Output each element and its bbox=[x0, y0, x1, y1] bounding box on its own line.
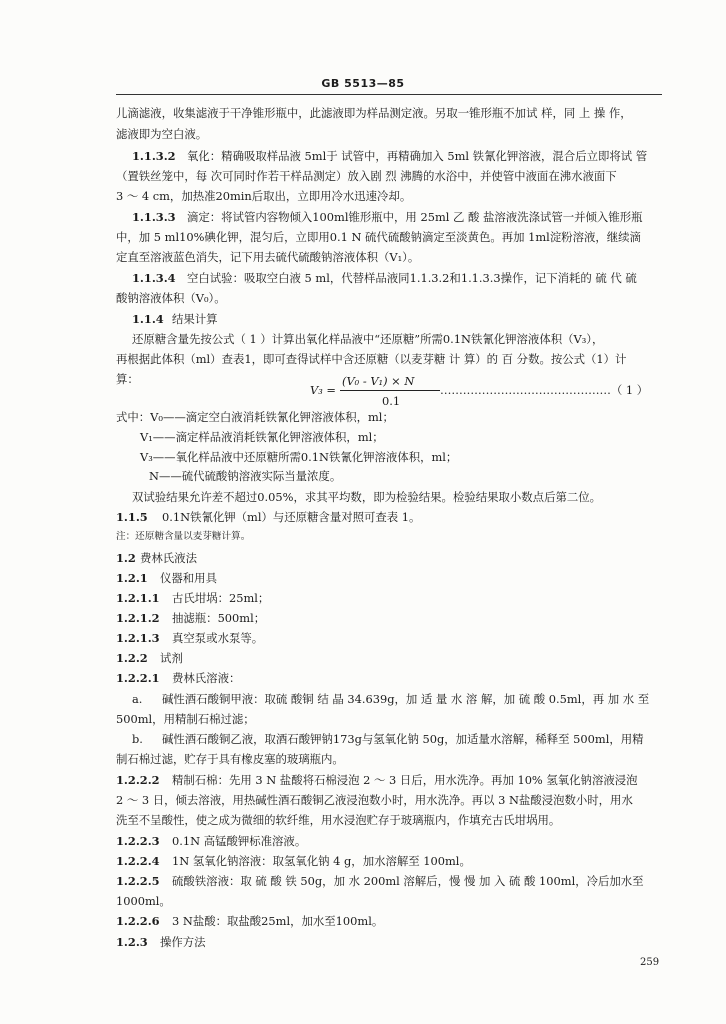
fraction-bar bbox=[340, 390, 440, 391]
section-heading: 操作方法 bbox=[160, 935, 206, 949]
text-line: 算： bbox=[116, 372, 139, 386]
text-line: （置铁丝笼中，每 次可同时作若干样品测定）放入剧 烈 沸腾的水浴中，并使管中液面在沸水液面下 bbox=[116, 169, 617, 183]
equation-denominator: 0.1 bbox=[382, 394, 401, 408]
section-number: 1.2.2 bbox=[116, 651, 148, 665]
section-number: 1.2.1.3 bbox=[116, 631, 160, 645]
text-line: 1N 氢氧化钠溶液：取氢氧化钠 4 g，加水溶解至 100ml。 bbox=[172, 854, 471, 868]
page-number: 259 bbox=[640, 957, 660, 968]
text-line: 还原糖含量先按公式（ 1 ）计算出氧化样品液中“还原糖”所需0.1N铁氰化钾溶液体积（V₃）， bbox=[132, 332, 604, 346]
where-line: V₃——氧化样品液中还原糖所需0.1N铁氰化钾溶液体积，ml； bbox=[140, 450, 458, 464]
section-number: 1.2.1.2 bbox=[116, 611, 160, 625]
text-line: 1000ml。 bbox=[116, 894, 171, 908]
text-line: 抽滤瓶：500ml； bbox=[172, 611, 266, 625]
section-number: 1.2.2.1 bbox=[116, 671, 160, 685]
where-line: 式中：V₀——滴定空白液消耗铁氰化钾溶液体积，ml； bbox=[116, 410, 394, 424]
section-number: 1.2.2.2 bbox=[116, 773, 160, 787]
section-number: 1.1.4 bbox=[132, 312, 164, 326]
section-number: 1.2.1.1 bbox=[116, 591, 160, 605]
text-line: 费林氏溶液： bbox=[172, 671, 241, 685]
text-line: 制石棉过滤，贮存于具有橡皮塞的玻璃瓶内。 bbox=[116, 752, 344, 766]
text-line: 3 N盐酸：取盐酸25ml，加水至100ml。 bbox=[172, 914, 384, 928]
section-number: 1.2.2.5 bbox=[116, 874, 160, 888]
section-number: 1.2.2.4 bbox=[116, 854, 160, 868]
section-number: 1.1.5 bbox=[116, 510, 148, 524]
section-number: 1.2.3 bbox=[116, 935, 148, 949]
section-heading: 试剂 bbox=[160, 651, 183, 665]
text-line: 真空泵或水泵等。 bbox=[172, 631, 264, 645]
text-line: 氧化：精确吸取样品液 5ml于 试管中，再精确加入 5ml 铁氰化钾溶液，混合后立即将试 管 bbox=[187, 149, 648, 163]
section-number: 1.2 bbox=[116, 551, 136, 565]
text-line: 0.1N 高锰酸钾标准溶液。 bbox=[172, 834, 307, 848]
text-line: 精制石棉：先用 3 N 盐酸将石棉浸泡 2 ～ 3 日后，用水洗净。再加 10% 氢氧化钠溶液浸泡 bbox=[172, 773, 638, 787]
text-line: 滴定：将试管内容物倾入100ml锥形瓶中，用 25ml 乙 酸 盐溶液洗涤试管一并倾入锥形瓶 bbox=[187, 210, 643, 224]
equation-numerator: (V₀ - V₁) × N bbox=[342, 374, 415, 388]
text-line: 酸钠溶液体积（V₀）。 bbox=[116, 291, 226, 305]
text-line: 洗至不呈酸性，使之成为微细的软纤维，用水浸泡贮存于玻璃瓶内，作填充古氏坩埚用。 bbox=[116, 813, 561, 827]
table-note: 注：还原糖含量以麦芽糖计算。 bbox=[116, 531, 251, 542]
text-line: 0.1N铁氰化钾（ml）与还原糖含量对照可查表 1。 bbox=[162, 510, 421, 524]
text-line: 硫酸铁溶液：取 硫 酸 铁 50g，加 水 200ml 溶解后，慢 慢 加 入 硫 酸 100ml，冷后加水至 bbox=[172, 874, 644, 888]
where-line: V₁——滴定样品液消耗铁氰化钾溶液体积，ml； bbox=[140, 430, 384, 444]
section-heading: 仪器和用具 bbox=[160, 571, 217, 585]
equation-number: ………………………………………（ 1 ） bbox=[440, 383, 649, 397]
text-line: 中，加 5 ml10%碘化钾，混匀后，立即用0.1 N 硫代硫酸钠滴定至淡黄色。再加 1ml淀粉溶液，继续滴 bbox=[116, 230, 641, 244]
text-line: 碱性酒石酸铜甲液：取硫 酸铜 结 晶 34.639g，加 适 量 水 溶 解，加 硫 酸 0.5ml，再 加 水 至 bbox=[162, 692, 650, 706]
text-line: 双试验结果允许差不超过0.05%，求其平均数，即为检验结果。检验结果取小数点后第二位。 bbox=[132, 490, 602, 504]
header-rule bbox=[116, 94, 662, 95]
text-line: 再根据此体积（ml）查表1，即可查得试样中含还原糖（以麦芽糖 计 算）的 百 分数。按公式（1）计 bbox=[116, 352, 627, 366]
section-number: 1.1.3.4 bbox=[132, 271, 176, 285]
section-number: 1.1.3.3 bbox=[132, 210, 176, 224]
text-line: 空白试验：吸取空白液 5 ml，代替样品液同1.1.3.2和1.1.3.3操作，记下消耗的 硫 代 硫 bbox=[187, 271, 637, 285]
section-number: 1.2.2.3 bbox=[116, 834, 160, 848]
section-number: 1.1.3.2 bbox=[132, 149, 176, 163]
list-marker: a. bbox=[132, 692, 143, 706]
text-line: 儿滴滤液，收集滤液于干净锥形瓶中，此滤液即为样品测定液。另取一锥形瓶不加试 样，同 上 操 作， bbox=[116, 106, 632, 120]
text-line: 3 ～ 4 cm，加热准20min后取出，立即用冷水迅速冷却。 bbox=[116, 189, 412, 203]
text-line: 定直至溶液蓝色消失，记下用去硫代硫酸钠溶液体积（V₁）。 bbox=[116, 250, 420, 264]
section-heading: 结果计算 bbox=[172, 312, 218, 326]
section-number: 1.2.2.6 bbox=[116, 914, 160, 928]
text-line: 古氏坩埚：25ml； bbox=[172, 591, 270, 605]
page-header: GB 5513—85 bbox=[321, 77, 405, 90]
section-heading: 费林氏液法 bbox=[140, 551, 197, 565]
equation-lhs: V₃ = bbox=[310, 383, 336, 397]
text-line: 滤液即为空白液。 bbox=[116, 127, 208, 141]
text-line: 2 ～ 3 日，倾去溶液，用热碱性酒石酸铜乙液浸泡数小时，用水洗净。再以 3 N盐酸浸泡数小时，用水 bbox=[116, 793, 633, 807]
section-number: 1.2.1 bbox=[116, 571, 148, 585]
text-line: 500ml，用精制石棉过滤； bbox=[116, 712, 255, 726]
list-marker: b. bbox=[132, 732, 143, 746]
where-line: N——硫代硫酸钠溶液实际当量浓度。 bbox=[149, 469, 342, 483]
text-line: 碱性酒石酸铜乙液，取酒石酸钾钠173g与氢氧化钠 50g，加适量水溶解，稀释至 500ml，用精 bbox=[162, 732, 644, 746]
